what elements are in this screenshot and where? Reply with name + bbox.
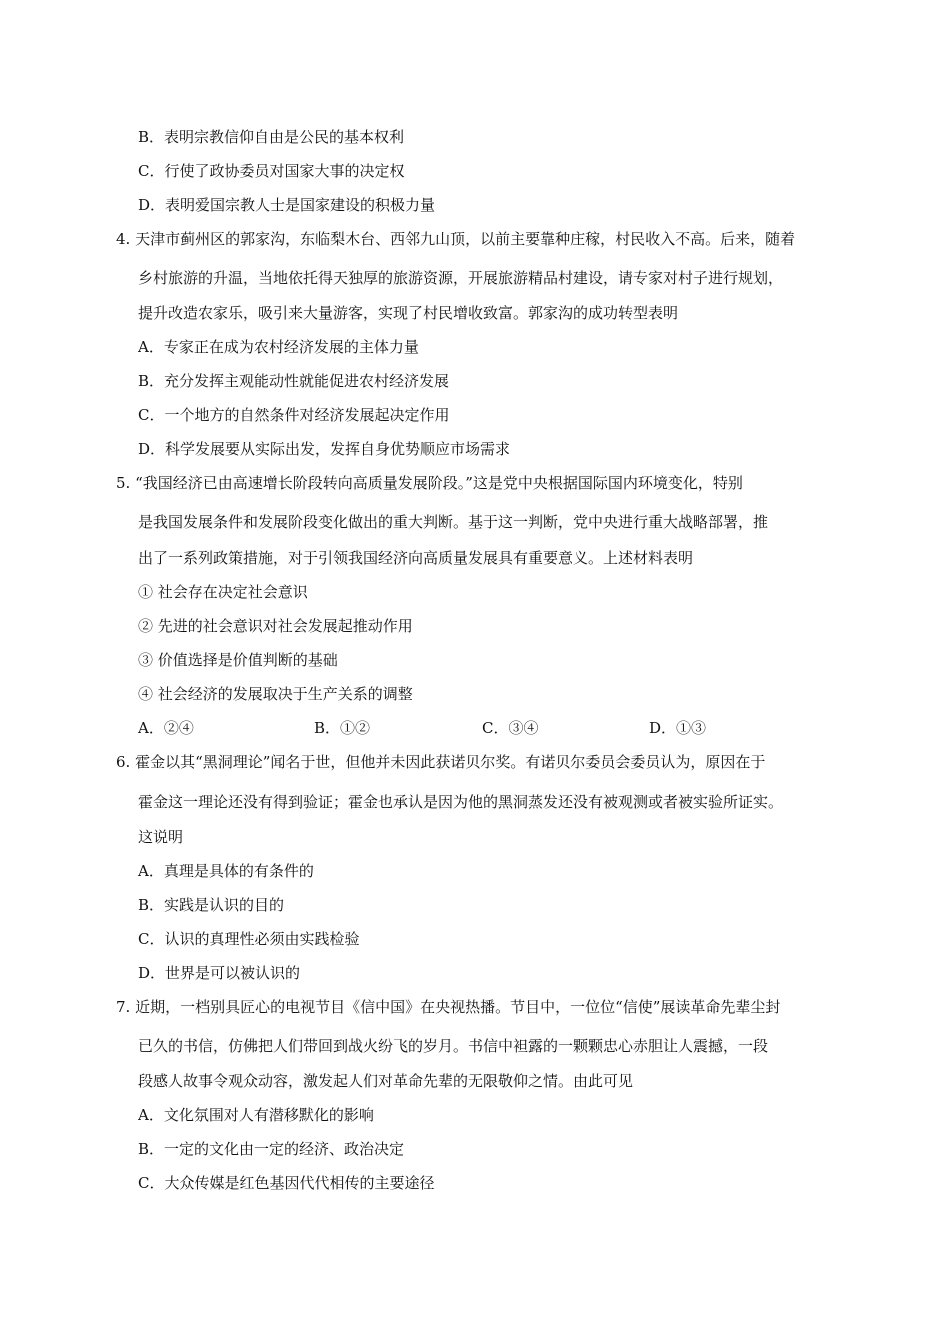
q5-statement-1: ① 社会存在决定社会意识 [138,583,308,601]
q3-option-b: B．表明宗教信仰自由是公民的基本权利 [138,128,405,146]
q5-option-d: D．①③ [649,719,707,737]
q7-stem-line-1: 7. 近期，一档别具匠心的电视节目《信中国》在央视热播。节目中，一位位“信使”展读革命先辈尘封 [116,998,781,1016]
q4-option-b: B．充分发挥主观能动性就能促进农村经济发展 [138,372,450,390]
q7-option-c: C．大众传媒是红色基因代代相传的主要途径 [138,1174,435,1192]
q5-statement-2: ② 先进的社会意识对社会发展起推动作用 [138,617,413,635]
q6-option-c: C．认识的真理性必须由实践检验 [138,930,360,948]
q5-option-c: C．③④ [482,719,539,737]
q5-stem-line-1: 5. “我国经济已由高速增长阶段转向高质量发展阶段。”这是党中央根据国际国内环境变化，特别 [116,474,743,492]
q6-option-d: D．世界是可以被认识的 [138,964,301,982]
q6-stem-line-2: 霍金这一理论还没有得到验证；霍金也承认是因为他的黑洞蒸发还没有被观测或者被实验所证实。 [138,793,784,811]
q4-option-d: D．科学发展要从实际出发，发挥自身优势顺应市场需求 [138,440,511,458]
q4-stem-line-1: 4. 天津市蓟州区的郭家沟，东临梨木台、西邻九山顶，以前主要靠种庄稼，村民收入不高。后来，随着 [116,230,796,248]
q5-statement-4: ④ 社会经济的发展取决于生产关系的调整 [138,685,413,703]
q7-option-a: A．文化氛围对人有潜移默化的影响 [138,1106,374,1124]
q4-option-a: A．专家正在成为农村经济发展的主体力量 [138,338,419,356]
q4-stem-line-2: 乡村旅游的升温，当地依托得天独厚的旅游资源，开展旅游精品村建设，请专家对村子进行规划， [138,269,784,287]
q6-stem-line-3: 这说明 [138,828,184,846]
q4-stem-line-3: 提升改造农家乐，吸引来大量游客，实现了村民增收致富。郭家沟的成功转型表明 [138,304,679,322]
q5-stem-line-3: 出了一系列政策措施，对于引领我国经济向高质量发展具有重要意义。上述材料表明 [138,549,694,567]
q5-statement-3: ③ 价值选择是价值判断的基础 [138,651,338,669]
q7-stem-line-2: 已久的书信，仿佛把人们带回到战火纷飞的岁月。书信中袒露的一颗颗忠心赤胆让人震撼，一段 [138,1037,769,1055]
q7-stem-line-3: 段感人故事令观众动容，激发起人们对革命先辈的无限敬仰之情。由此可见 [138,1072,634,1090]
q3-option-d: D．表明爱国宗教人士是国家建设的积极力量 [138,196,436,214]
q7-option-b: B．一定的文化由一定的经济、政治决定 [138,1140,405,1158]
q6-stem-line-1: 6. 霍金以其“黑洞理论”闻名于世，但他并未因此获诺贝尔奖。有诺贝尔委员会委员认为，原因在于 [116,753,766,771]
q3-option-c: C．行使了政协委员对国家大事的决定权 [138,162,405,180]
q5-stem-line-2: 是我国发展条件和发展阶段变化做出的重大判断。基于这一判断，党中央进行重大战略部署，推 [138,513,769,531]
q5-options-row [138,718,838,738]
q4-option-c: C．一个地方的自然条件对经济发展起决定作用 [138,406,450,424]
q5-option-b: B．①② [314,719,371,737]
q6-option-b: B．实践是认识的目的 [138,896,285,914]
q6-option-a: A．真理是具体的有条件的 [138,862,314,880]
q5-option-a: A．②④ [138,719,194,737]
